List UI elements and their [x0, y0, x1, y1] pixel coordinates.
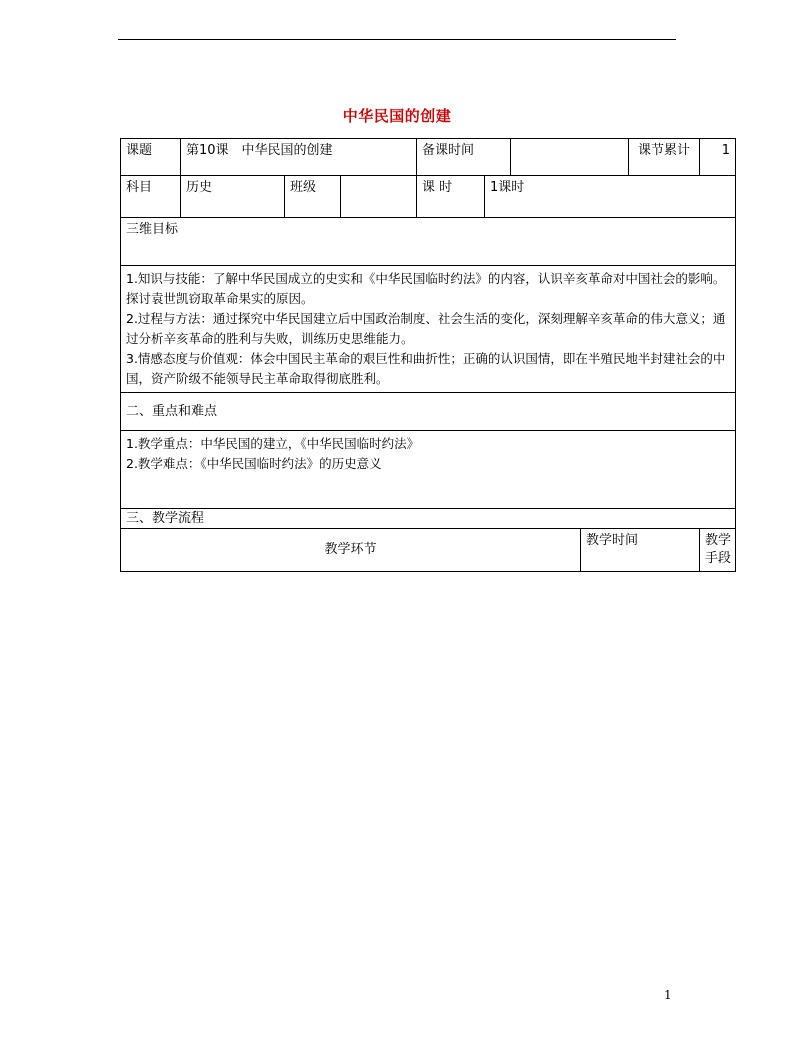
key-points-heading: 二、重点和难点 — [121, 393, 736, 431]
document-title: 中华民国的创建 — [342, 107, 452, 125]
hours-label: 课 时 — [417, 176, 485, 218]
objective-item: 3.情感态度与价值观：体会中国民主革命的艰巨性和曲折性；正确的认识国情，即在半殖民地半封建社会的中国，资产阶级不能领导民主革命取得彻底胜利。 — [126, 351, 726, 386]
header-rule — [118, 39, 676, 40]
key-point-item: 2.教学难点：《中华民国临时约法》的历史意义 — [126, 456, 382, 471]
objectives-heading: 三维目标 — [121, 218, 736, 266]
key-points-list — [121, 431, 736, 509]
topic-label: 课题 — [121, 139, 181, 176]
subject-label: 科目 — [121, 176, 181, 218]
lesson-plan-table — [120, 138, 735, 572]
process-step-header: 教学环节 — [121, 529, 581, 572]
cumulative-label: 课节累计 — [629, 139, 700, 176]
class-label: 班级 — [285, 176, 341, 218]
topic-value: 第10课 中华民国的创建 — [181, 139, 417, 176]
process-time-header: 教学时间 — [581, 529, 700, 572]
objectives-list — [121, 266, 736, 393]
prep-time-value — [511, 139, 629, 176]
cumulative-value: 1 — [700, 139, 736, 176]
key-point-item: 1.教学重点：中华民国的建立，《中华民国临时约法》 — [126, 436, 420, 451]
page-number: 1 — [664, 988, 672, 1002]
subject-value: 历史 — [181, 176, 285, 218]
process-heading: 三、教学流程 — [121, 509, 736, 529]
objective-item: 2.过程与方法：通过探究中华民国建立后中国政治制度、社会生活的变化，深刻理解辛亥革命的伟大意义；通过分析辛亥革命的胜利与失败，训练历史思维能力。 — [126, 311, 726, 346]
hours-value: 1课时 — [485, 176, 736, 218]
class-value — [341, 176, 417, 218]
objective-item: 1.知识与技能：了解中华民国成立的史实和《中华民国临时约法》的内容，认识辛亥革命对中国社会的影响。探讨袁世凯窃取革命果实的原因。 — [126, 271, 726, 306]
process-means-header: 教学手段 — [700, 529, 736, 572]
prep-time-label: 备课时间 — [417, 139, 511, 176]
